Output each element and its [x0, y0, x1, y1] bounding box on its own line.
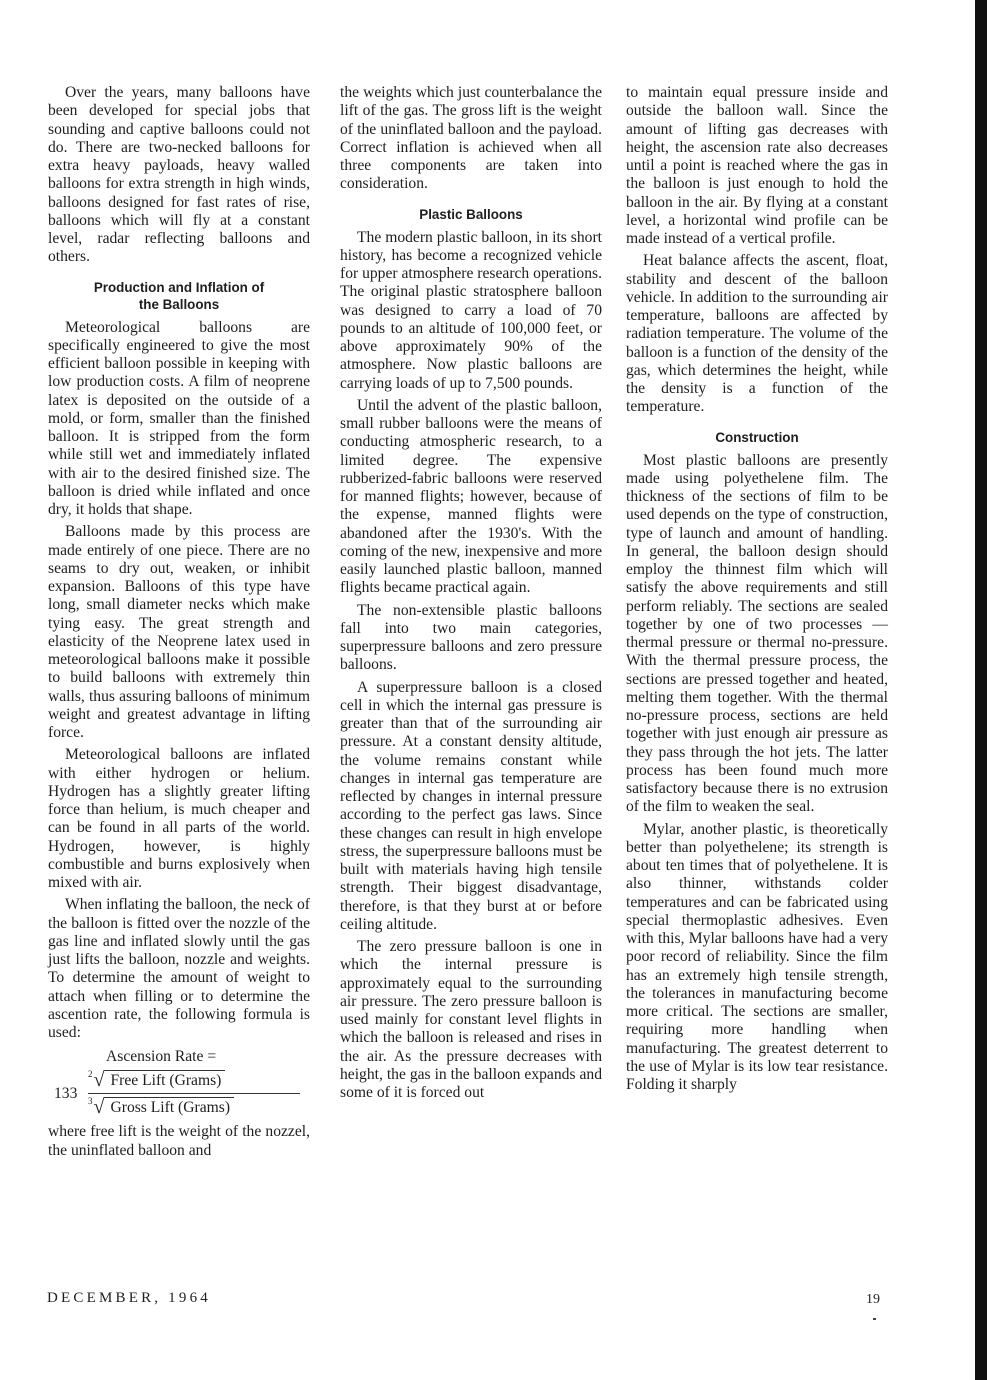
section-heading: Plastic Balloons [419, 206, 523, 222]
formula-denominator: Gross Lift (Grams) [104, 1097, 234, 1117]
paragraph: the weights which just counterbalance the lift of the gas. The gross lift is the weight of the uninflated balloon and the payload. Correct inflation is achieved when all three components are taken into consideration. [340, 84, 602, 193]
section-heading: Construction [715, 429, 799, 445]
formula-fraction [88, 1070, 300, 1117]
print-speck [873, 1318, 876, 1320]
root-index: 2 [88, 1069, 93, 1080]
paragraph: where free lift is the weight of the nozzel, the uninflated balloon and [48, 1123, 310, 1159]
fraction-bar [88, 1093, 300, 1094]
formula-numerator: Free Lift (Grams) [104, 1070, 225, 1090]
paragraph: Over the years, many balloons have been developed for special jobs that sounding and captive balloons could not do. There are two-necked balloons for extra heavy payloads, heavy walled balloons for extra strength in high winds, balloons designed for fast rates of rise, balloons which will fly at a constant level, radar reflecting balloons and others. [48, 84, 310, 266]
column-middle [340, 84, 602, 1106]
heading-line: Production and Inflation of [93, 279, 265, 295]
numerator-root [88, 1070, 300, 1090]
radical-sign-icon: √ [93, 1069, 105, 1092]
ascension-rate-formula [48, 1048, 310, 1117]
paragraph: Most plastic balloons are presently made using polyethelene film. The thickness of the sections of film to be used depends on the type of construction, type of launch and amount of handling. In general, the balloon design should employ the thinnest film which will satisfy the above requirements and still perform reliably. The sections are sealed together by one of two processes — thermal pressure or thermal no-pressure. With the thermal pressure process, the sections are pressed together and heated, melting them together. With the thermal no-pressure process, sections are held together with just enough air pressure as they pass through the hot jets. The latter process has been found much more satisfactory because there is no extrusion of the film to weaken the seal. [626, 451, 888, 816]
paragraph: Until the advent of the plastic balloon, small rubber balloons were the means of conducting atmospheric research, to a limited degree. The expensive rubberized-fabric balloons were reserved for manned flights; however, because of the expense, manned flights were abandoned after the 1930's. With the coming of the new, inexpensive and more easily launched plastic balloon, manned flights became practical again. [340, 396, 602, 597]
section-heading [48, 279, 310, 313]
radical-sign-icon: √ [93, 1096, 105, 1119]
paragraph: The modern plastic balloon, in its short history, has become a recognized vehicle for upper atmosphere research operations. The original plastic stratosphere balloon was designed to carry a load of 70 pounds to an altitude of 100,000 feet, or above approximately 90% of the atmosphere. Now plastic balloons are carrying loads of up to 7,500 pounds. [340, 228, 602, 392]
page-edge-bar [975, 0, 987, 1380]
column-left [48, 84, 310, 1164]
paragraph: When inflating the balloon, the neck of the balloon is fitted over the nozzle of the gas line and inflated slowly until the gas just lifts the balloon, nozzle and weights. To determine the amount of weight to attach when filling or to determine the ascention rate, the following formula is used: [48, 896, 310, 1041]
paragraph: The zero pressure balloon is one in which the internal pressure is approximately equal to the surrounding air pressure. The zero pressure balloon is used mainly for constant level flights in which the balloon is released and rises in the air. As the pressure decreases with height, the gas in the balloon expands and some of it is forced out [340, 938, 602, 1101]
paragraph: Meteorological balloons are inflated with either hydrogen or helium. Hydrogen has a slightly greater lifting force than helium, is much cheaper and can be found in all parts of the world. Hydrogen, however, is highly combustible and burns explosively when mixed with air. [48, 746, 310, 891]
paragraph: Balloons made by this process are made entirely of one piece. There are no seams to dry out, weaken, or inhibit expansion. Balloons of this type have long, small diameter necks which make tying easy. The great strength and elasticity of the Neoprene latex used in meteorological balloons make it possible to build balloons with extremely thin walls, thus assuring balloons of minimum weight and greatest advantage in lifting force. [48, 523, 310, 741]
paragraph: Heat balance affects the ascent, float, stability and descent of the balloon vehicle. In addition to the surrounding air temperature, balloons are affected by radiation temperature. The volume of the balloon is a function of the density of the gas, which determines the height, while the density is a function of the temperature. [626, 252, 888, 416]
formula-coefficient: 133 [54, 1084, 78, 1102]
heading-line: the Balloons [138, 296, 220, 312]
paragraph: to maintain equal pressure inside and outside the balloon wall. Since the amount of lifting gas decreases with height, the ascension rate also decreases until a point is reached where the gas in the balloon is just enough to hold the balloon in the air. By flying at a constant level, a horizontal wind profile can be made instead of a vertical profile. [626, 84, 888, 247]
paragraph: Mylar, another plastic, is theoretically better than polyethelene; its strength is about ten times that of polyethelene. It is also thinner, withstands colder temperatures and can be fabricated using special thermoplastic adhesives. Even with this, Mylar balloons have had a very poor record of reliability. Since the film has an extremely high tensile strength, the tolerances in manufacturing become more critical. The sections are smaller, requiring more handling when manufacturing. The greatest deterrent to the use of Mylar is its low tear resistance. Folding it sharply [626, 820, 888, 1093]
column-right [626, 84, 888, 1098]
page-number: 19 [866, 1292, 880, 1307]
denominator-root [88, 1097, 300, 1117]
paragraph: The non-extensible plastic balloons fall into two main categories, superpressure balloons and zero pressure balloons. [340, 601, 602, 674]
issue-date: DECEMBER, 1964 [47, 1290, 211, 1306]
paragraph: A superpressure balloon is a closed cell in which the internal gas pressure is greater than that of the surrounding air pressure. At a constant density altitude, the volume remains constant while changes in internal gas temperature are reflected by changes in internal pressure according to the perfect gas laws. Since these changes can result in high envelope stress, the superpressure balloons must be built with materials having high tensile strength. Their biggest disadvantage, therefore, is that they burst at or before ceiling altitude. [340, 678, 602, 933]
paragraph: Meteorological balloons are specifically engineered to give the most efficient balloon possible in keeping with low production costs. A film of neoprene latex is deposited on the outside of a mold, or form, smaller than the finished balloon. It is stripped from the form while still wet and immediately inflated with air to the desired finished size. The balloon is dried while inflated and once dry, it holds that shape. [48, 318, 310, 518]
formula-title: Ascension Rate = [106, 1048, 217, 1066]
root-index: 3 [88, 1096, 93, 1107]
